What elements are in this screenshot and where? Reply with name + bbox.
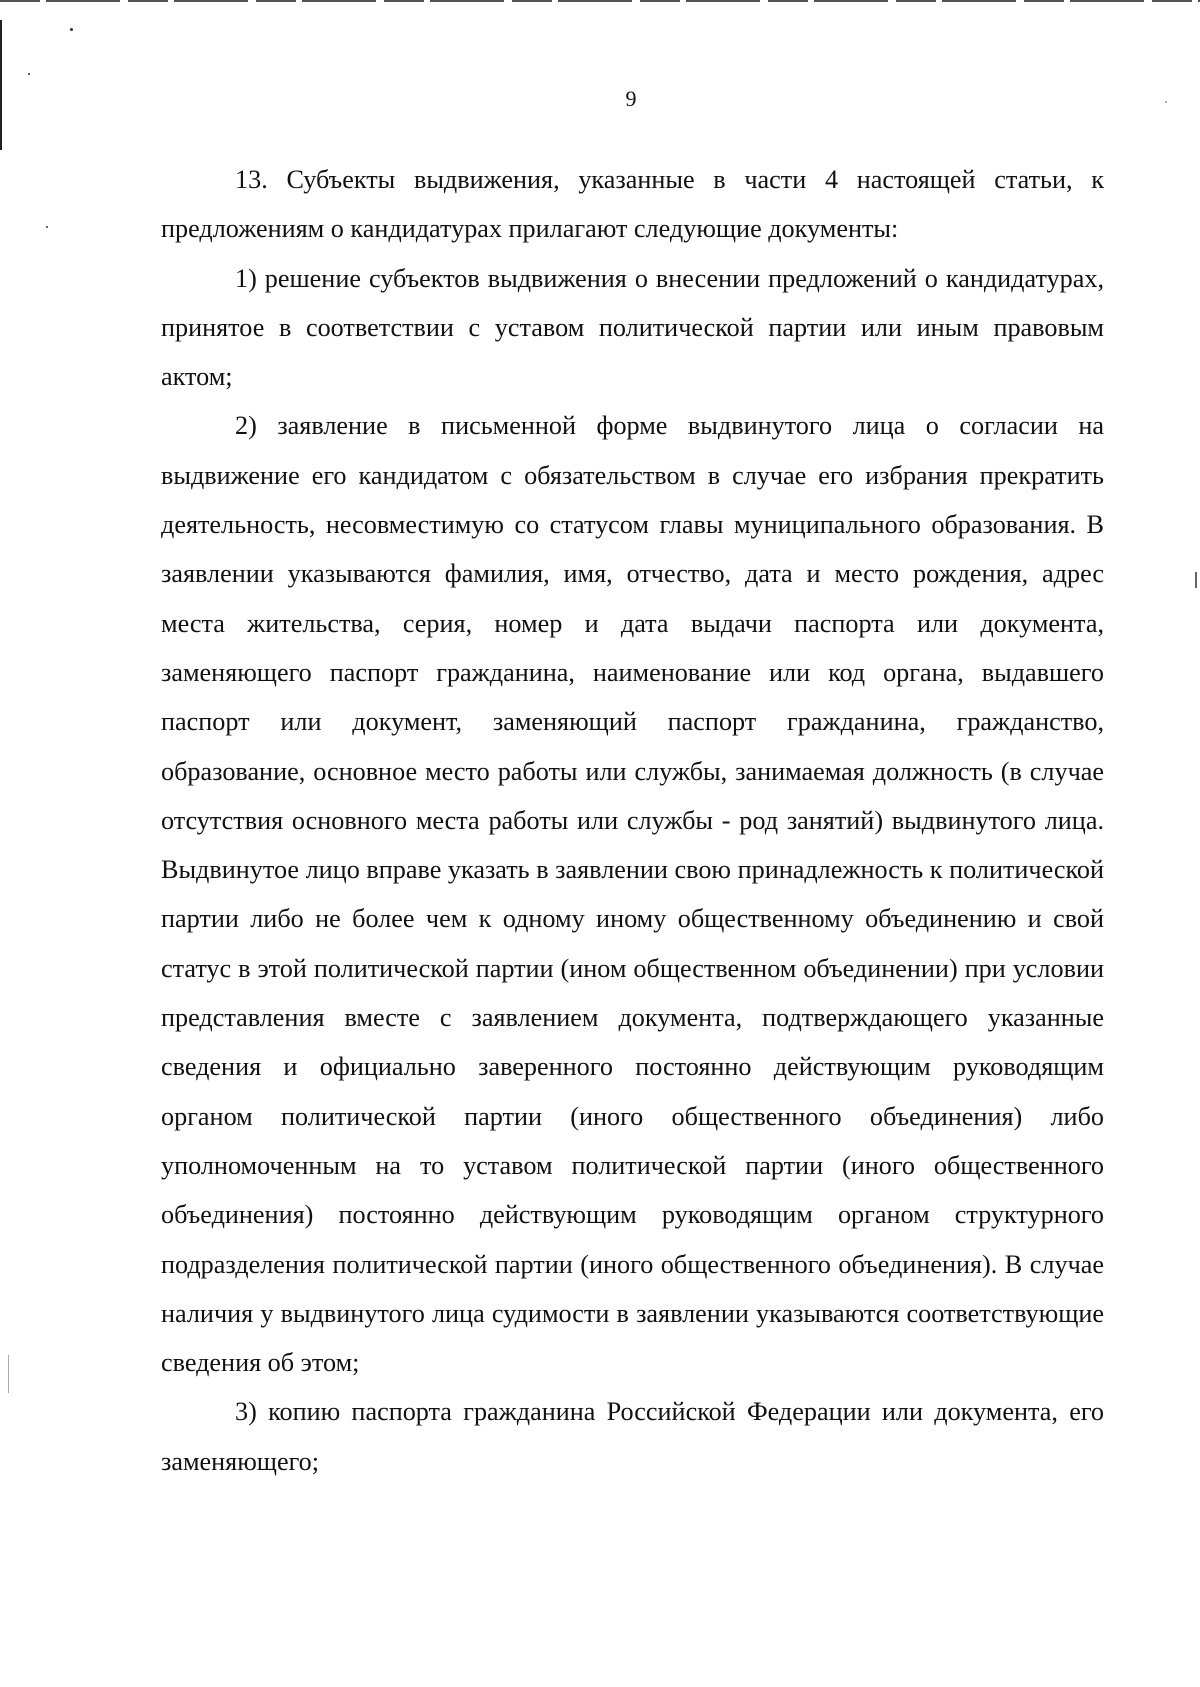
- paragraph-item-2: 2) заявление в письменной форме выдвинутого лица о согласии на выдвижение его кандидатом с обязательством в случае его избрания прекратить деятельность, несовместимую со статусом главы муниципального образования. В заявлении указываются фамилия, имя, отчество, дата и место рождения, адрес места жительства, серия, номер и дата выдачи паспорта или документа, заменяющего паспорт гражданина, наименование или код органа, выдавшего паспорт или документ, заменяющий паспорт гражданина, гражданство, образование, основное место работы или службы, занимаемая должность (в случае отсутствия основного места работы или службы - род занятий) выдвинутого лица. Выдвинутое лицо вправе указать в заявлении свою принадлежность к политической партии либо не более чем к одному иному общественному объединению и свой статус в этой политической партии (ином общественном объединении) при условии представления вместе с заявлением документа, подтверждающего указанные сведения и официально заверенного постоянно действующим руководящим органом политической партии (иного общественного объединения) либо уполномоченным на то уставом политической партии (иного общественного объединения) постоянно действующим руководящим органом структурного подразделения политической партии (иного общественного объединения). В случае наличия у выдвинутого лица судимости в заявлении указываются соответствующие сведения об этом;: [161, 411, 1104, 1378]
- scan-speck: [70, 28, 73, 31]
- scan-mark-left: [8, 1355, 9, 1393]
- scan-mark-right: [1195, 572, 1197, 588]
- body-text: [161, 155, 1104, 1486]
- paragraph-item-3: 3) копию паспорта гражданина Российской Федерации или документа, его заменяющего;: [161, 1397, 1104, 1476]
- scan-edge-top: [0, 0, 1200, 2]
- page-number: 9: [625, 86, 637, 111]
- scan-speck: [46, 226, 48, 228]
- paragraph-13: 13. Субъекты выдвижения, указанные в части 4 настоящей статьи, к предложениям о кандидатурах прилагают следующие документы:: [161, 165, 1104, 244]
- scan-speck: [28, 73, 30, 75]
- paragraph-item-1: 1) решение субъектов выдвижения о внесении предложений о кандидатурах, принятое в соответствии с уставом политической партии или иным правовым актом;: [161, 263, 1104, 392]
